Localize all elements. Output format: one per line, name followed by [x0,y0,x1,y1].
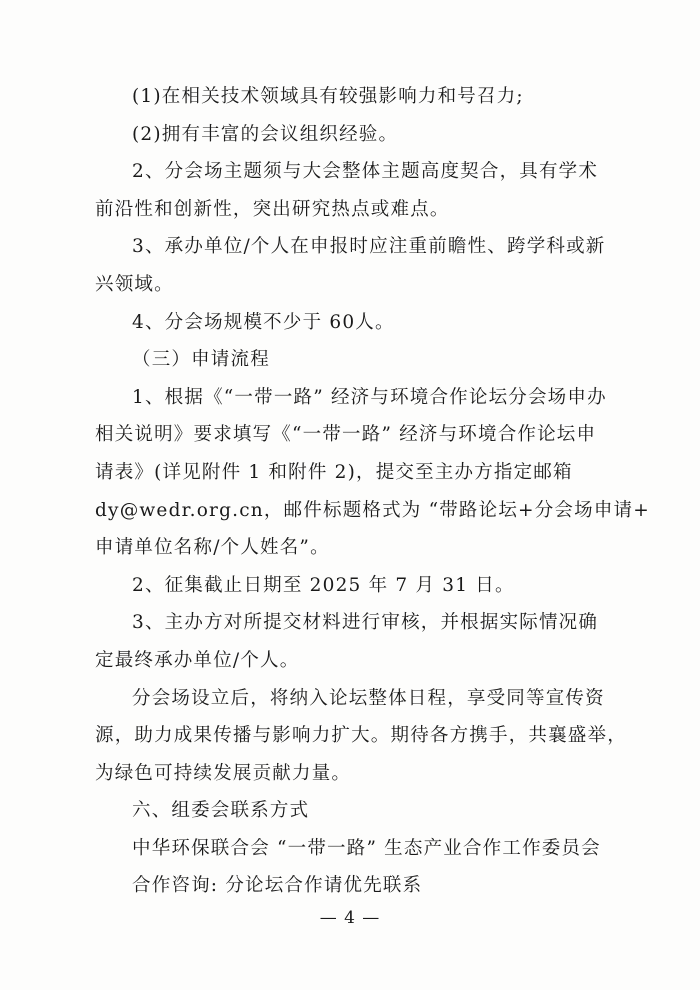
text-line: (1)在相关技术领域具有较强影响力和号召力; [132,86,524,107]
text-line: 源，助力成果传播与影响力扩大。期待各方携手，共襄盛举， [95,725,627,747]
text-line: 兴领域。 [95,273,174,295]
text-line: 请表》(详见附件 1 和附件 2)，提交至主办方指定邮箱 [95,461,573,483]
text-line: (2)拥有丰富的会议组织经验。 [132,123,399,145]
text-line: 定最终承办单位/个人。 [95,649,300,671]
text-line: 3、承办单位/个人在申报时应注重前瞻性、跨学科或新 [132,236,606,258]
text-line: 相关说明》要求填写《“一带一路” 经济与环境合作论坛申 [95,424,597,446]
text-line: dy@wedr.org.cn，邮件标题格式为 “带路论坛+分会场申请+ [95,499,650,521]
text-line: 2、分会场主题须与大会整体主题高度契合，具有学术 [132,161,599,183]
document-body [95,78,650,905]
text-line: 中华环保联合会 “一带一路” 生态产业合作工作委员会 [132,837,601,859]
text-line: 4、分会场规模不少于 60人。 [132,311,395,333]
text-line: 合作咨询: 分论坛合作请优先联系 [132,875,423,897]
section-heading: 六、组委会联系方式 [132,800,310,822]
text-line: 1、根据《“一带一路” 经济与环境合作论坛分会场申办 [132,386,607,408]
text-line: 前沿性和创新性，突出研究热点或难点。 [95,198,450,220]
page-number: — 4 — [319,908,381,928]
section-heading: （三）申请流程 [132,349,270,371]
text-line: 为绿色可持续发展贡献力量。 [95,762,352,784]
text-line: 申请单位名称/个人姓名”。 [95,537,330,559]
text-line: 2、征集截止日期至 2025 年 7 月 31 日。 [132,574,515,596]
text-line: 3、主办方对所提交材料进行审核，并根据实际情况确 [132,612,599,634]
text-line: 分会场设立后，将纳入论坛整体日程，享受同等宣传资 [132,687,605,709]
